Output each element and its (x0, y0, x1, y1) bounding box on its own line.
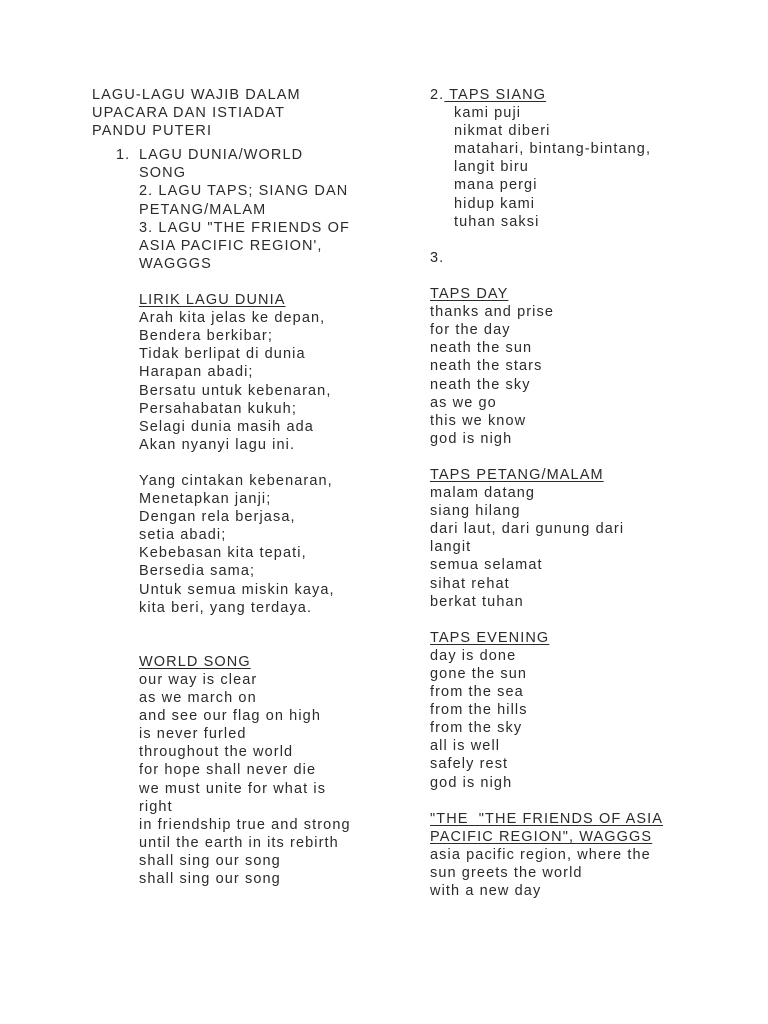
world-song (92, 653, 392, 888)
section-heading: TAPS EVENING (430, 629, 550, 646)
title-line: PANDU PUTERI (92, 123, 213, 140)
lyric-line: and see our flag on high (139, 708, 321, 725)
lyric-line: is never furled (139, 726, 247, 743)
item-number: 2. (430, 87, 445, 103)
lyric-line: Bersatu untuk kebenaran, (139, 382, 332, 399)
list-number: 1. (116, 147, 131, 164)
lyric-line: until the earth in its rebirth (139, 834, 339, 851)
list-line: 2. LAGU TAPS; SIANG DAN (139, 183, 349, 200)
lyric-line: neath the sun (430, 340, 533, 357)
lyric-line: mana pergi (454, 177, 538, 194)
lyric-line: safely rest (430, 756, 509, 773)
taps-evening (430, 629, 730, 792)
lyric-line: shall sing our song (139, 852, 281, 869)
lyric-line: throughout the world (139, 744, 294, 761)
lyric-line: malam datang (430, 485, 536, 502)
section-heading: PACIFIC REGION", WAGGGS (430, 828, 653, 845)
lyric-line: sun greets the world (430, 865, 583, 882)
lyric-line: kami puji (454, 105, 522, 122)
lyric-line: from the sky (430, 720, 523, 737)
list-line: WAGGGS (139, 255, 212, 272)
list-line: LAGU DUNIA/WORLD (139, 147, 304, 164)
section-heading: TAPS DAY (430, 286, 509, 303)
lyric-line: semua selamat (430, 557, 543, 574)
lyric-line: asia pacific region, where the (430, 846, 651, 863)
item-number: 3. (430, 249, 445, 266)
lyric-line: for hope shall never die (139, 762, 317, 779)
lyric-line: Arah kita jelas ke depan, (139, 310, 326, 327)
lyric-line: setia abadi; (139, 527, 227, 544)
lyric-line: Selagi dunia masih ada (139, 418, 314, 435)
lyric-line: neath the stars (430, 358, 543, 375)
list-line: PETANG/MALAM (139, 201, 267, 218)
taps-day (430, 285, 730, 448)
document-title (92, 86, 392, 140)
lyric-line: day is done (430, 647, 517, 664)
lyric-line: god is nigh (430, 774, 513, 791)
list-line: ASIA PACIFIC REGION', (139, 237, 323, 254)
taps-petang-malam (430, 466, 730, 611)
lyric-line: as we march on (139, 690, 257, 707)
lyric-line: all is well (430, 738, 501, 755)
lyric-line: with a new day (430, 883, 542, 900)
lyric-line: Bendera berkibar; (139, 328, 273, 345)
lyric-line: sihat rehat (430, 575, 510, 592)
right-column (430, 86, 730, 900)
lyric-line: Yang cintakan kebenaran, (139, 472, 333, 489)
taps-siang (430, 86, 730, 231)
lyric-line: langit (430, 539, 472, 556)
lyric-line: for the day (430, 322, 511, 339)
section-heading: TAPS SIANG (444, 87, 547, 103)
lyric-line: from the sea (430, 684, 524, 701)
section-heading: WORLD SONG (139, 653, 251, 670)
lyric-line: Kebebasan kita tepati, (139, 545, 307, 562)
lyric-line: tuhan saksi (454, 213, 540, 230)
lyric-line: berkat tuhan (430, 593, 524, 610)
lyric-line: Untuk semua miskin kaya, (139, 581, 335, 598)
lyric-line: nikmat diberi (454, 123, 551, 140)
lyric-line: from the hills (430, 702, 528, 719)
lyric-line: Menetapkan janji; (139, 491, 272, 508)
friends-of-asia-pacific (430, 810, 730, 900)
list-line: SONG (139, 165, 187, 182)
lyric-line: Bersedia sama; (139, 563, 256, 580)
section-heading-row (430, 86, 730, 104)
lyric-line: in friendship true and strong (139, 816, 351, 833)
lyric-line: our way is clear (139, 672, 258, 688)
lyric-line: shall sing our song (139, 871, 281, 888)
section-heading: TAPS PETANG/MALAM (430, 466, 604, 483)
lyric-line: this we know (430, 412, 527, 429)
lyric-line: we must unite for what is (139, 780, 327, 797)
lyric-line: siang hilang (430, 503, 521, 520)
lyric-line: as we go (430, 394, 497, 411)
lyric-line: Dengan rela berjasa, (139, 509, 296, 526)
left-column (92, 86, 392, 888)
lyric-line: gone the sun (430, 666, 528, 682)
lyric-line: kita beri, yang terdaya. (139, 599, 313, 616)
lyric-line: hidup kami (454, 195, 536, 212)
lyric-line: thanks and prise (430, 304, 554, 321)
section-heading: "THE "THE FRIENDS OF ASIA (430, 810, 664, 827)
lyric-line: dari laut, dari gunung dari (430, 521, 625, 538)
lyric-line: matahari, bintang-bintang, (454, 141, 652, 158)
lyric-line: god is nigh (430, 430, 513, 447)
title-line: UPACARA DAN ISTIADAT (92, 105, 286, 122)
section-heading: LIRIK LAGU DUNIA (139, 292, 286, 309)
lyric-line: Tidak berlipat di dunia (139, 346, 306, 363)
lyric-line: Akan nyanyi lagu ini. (139, 436, 296, 453)
song-list (92, 146, 392, 273)
lyric-line: Persahabatan kukuh; (139, 400, 297, 417)
lyric-line: Harapan abadi; (139, 364, 254, 381)
lirik-lagu-dunia (92, 291, 392, 617)
lyric-line: langit biru (454, 159, 529, 176)
lyric-line: right (139, 798, 173, 815)
list-line: 3. LAGU "THE FRIENDS OF (139, 219, 350, 236)
lyric-line: neath the sky (430, 376, 531, 393)
title-line: LAGU-LAGU WAJIB DALAM (92, 87, 301, 103)
